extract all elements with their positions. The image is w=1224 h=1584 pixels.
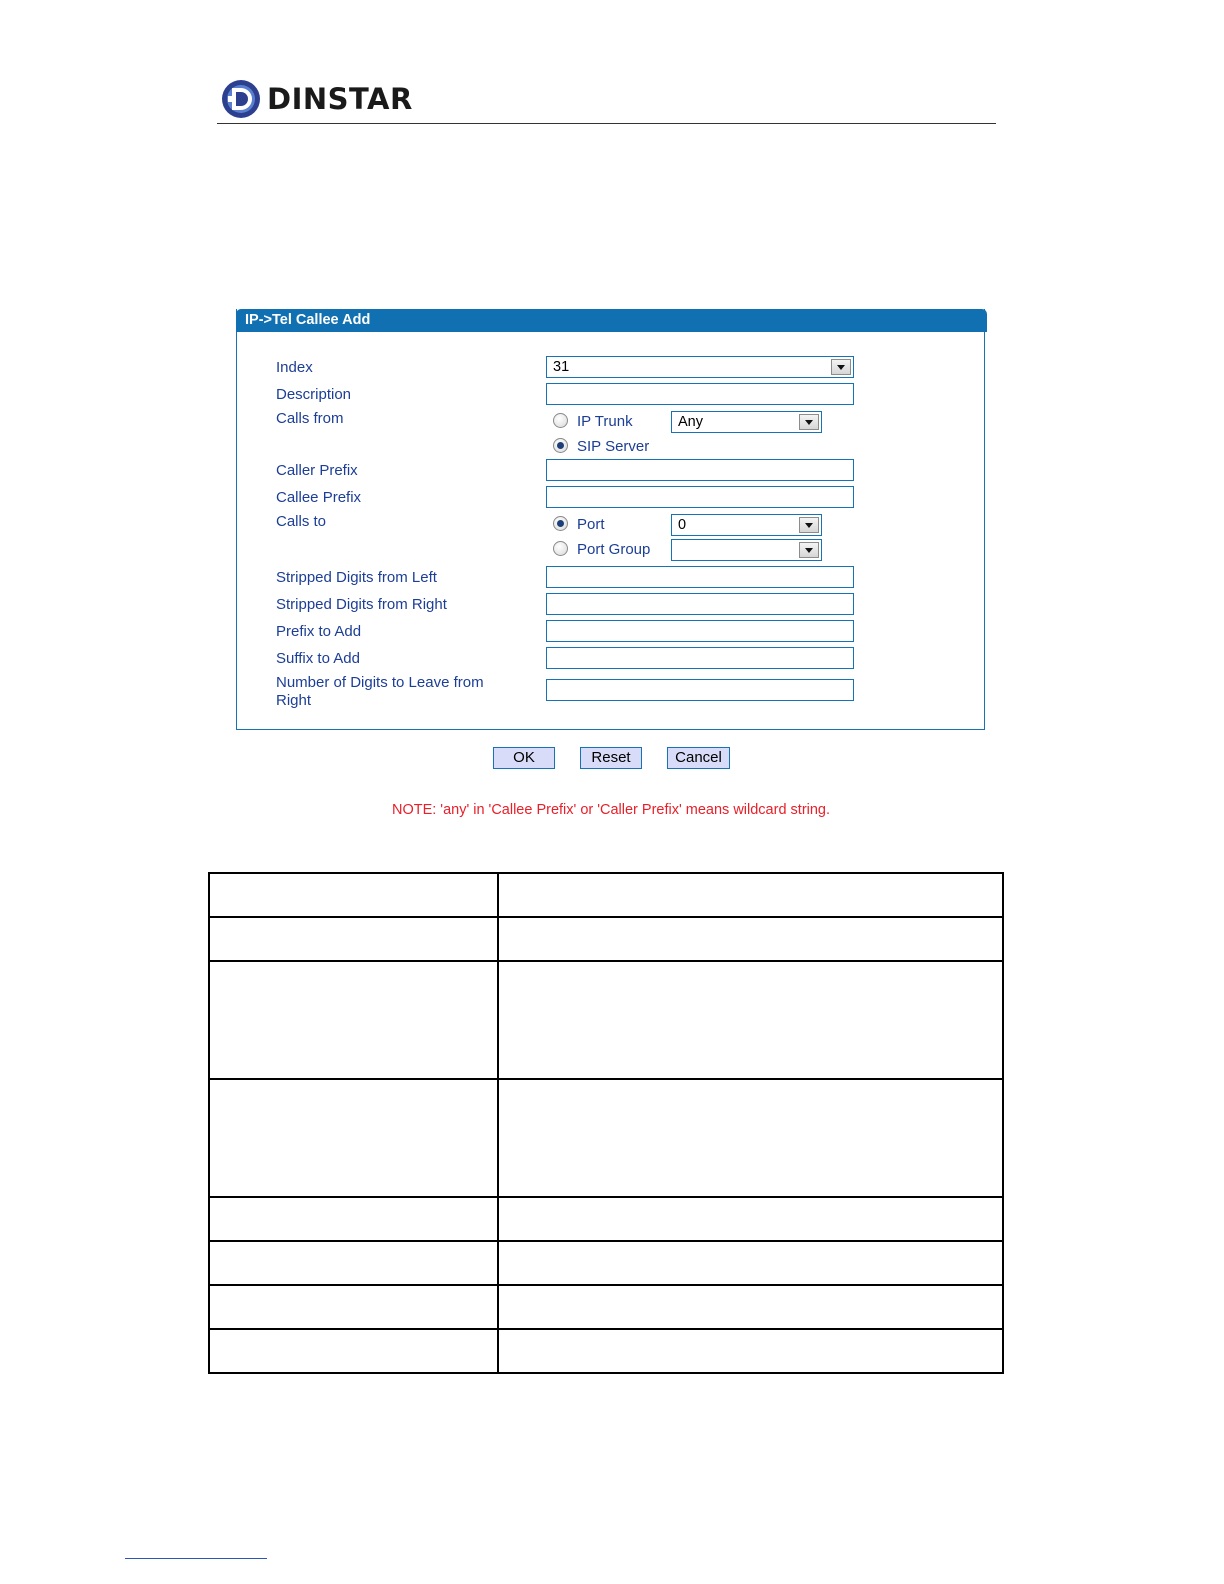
table-cell bbox=[498, 917, 1003, 961]
reset-button[interactable]: Reset bbox=[580, 747, 642, 769]
port-value: 0 bbox=[678, 517, 687, 533]
ip-tel-callee-add-panel bbox=[236, 309, 985, 730]
port-radio[interactable] bbox=[553, 516, 568, 531]
dinstar-logo bbox=[221, 78, 413, 120]
table-cell bbox=[498, 1329, 1003, 1373]
calls-to-label: Calls to bbox=[276, 513, 327, 530]
ip-trunk-value: Any bbox=[678, 414, 703, 430]
table-row bbox=[209, 1197, 1003, 1241]
port-group-label: Port Group bbox=[577, 541, 651, 558]
port-group-radio[interactable] bbox=[553, 541, 568, 556]
footer-link-underline bbox=[125, 1558, 267, 1559]
table-cell bbox=[209, 1285, 498, 1329]
parameter-table bbox=[208, 872, 1004, 1374]
table-cell bbox=[498, 873, 1003, 917]
wildcard-note: NOTE: 'any' in 'Callee Prefix' or 'Caller Prefix' means wildcard string. bbox=[391, 802, 831, 818]
index-select[interactable] bbox=[546, 356, 854, 378]
dinstar-logo-icon bbox=[221, 79, 261, 119]
port-group-select[interactable] bbox=[671, 539, 822, 561]
brand-name: DINSTAR bbox=[267, 82, 413, 116]
table-cell bbox=[209, 873, 498, 917]
description-label: Description bbox=[276, 386, 352, 403]
index-label: Index bbox=[276, 359, 313, 376]
prefix-add-label: Prefix to Add bbox=[276, 623, 362, 640]
caller-prefix-label: Caller Prefix bbox=[276, 462, 358, 479]
sip-server-label: SIP Server bbox=[577, 438, 650, 455]
suffix-add-input[interactable] bbox=[546, 647, 854, 669]
ok-button[interactable]: OK bbox=[493, 747, 555, 769]
strip-left-label: Stripped Digits from Left bbox=[276, 569, 437, 586]
table-cell bbox=[498, 1079, 1003, 1197]
port-label: Port bbox=[577, 516, 605, 533]
table-cell bbox=[498, 961, 1003, 1079]
ip-trunk-radio[interactable] bbox=[553, 413, 568, 428]
description-input[interactable] bbox=[546, 383, 854, 405]
chevron-down-icon[interactable] bbox=[831, 359, 851, 375]
table-cell bbox=[498, 1241, 1003, 1285]
index-value: 31 bbox=[553, 359, 570, 375]
caller-prefix-input[interactable] bbox=[546, 459, 854, 481]
ip-trunk-label: IP Trunk bbox=[577, 413, 633, 430]
strip-right-input[interactable] bbox=[546, 593, 854, 615]
sip-server-radio[interactable] bbox=[553, 438, 568, 453]
table-row bbox=[209, 1329, 1003, 1373]
table-row bbox=[209, 961, 1003, 1079]
strip-left-input[interactable] bbox=[546, 566, 854, 588]
leave-right-label-line2: Right bbox=[276, 692, 312, 709]
table-row bbox=[209, 873, 1003, 917]
table-cell bbox=[209, 1079, 498, 1197]
table-cell bbox=[209, 1197, 498, 1241]
table-cell bbox=[209, 961, 498, 1079]
table-cell bbox=[209, 1329, 498, 1373]
table-row bbox=[209, 917, 1003, 961]
suffix-add-label: Suffix to Add bbox=[276, 650, 360, 667]
callee-prefix-label: Callee Prefix bbox=[276, 489, 362, 506]
chevron-down-icon[interactable] bbox=[799, 517, 819, 533]
callee-prefix-input[interactable] bbox=[546, 486, 854, 508]
ip-trunk-select[interactable] bbox=[671, 411, 822, 433]
port-select[interactable] bbox=[671, 514, 822, 536]
leave-right-label-line1: Number of Digits to Leave from bbox=[276, 674, 484, 691]
strip-right-label: Stripped Digits from Right bbox=[276, 596, 447, 613]
panel-title: IP->Tel Callee Add bbox=[236, 309, 987, 332]
chevron-down-icon[interactable] bbox=[799, 414, 819, 430]
cancel-button[interactable]: Cancel bbox=[667, 747, 730, 769]
leave-right-input[interactable] bbox=[546, 679, 854, 701]
prefix-add-input[interactable] bbox=[546, 620, 854, 642]
table-row bbox=[209, 1079, 1003, 1197]
table-cell bbox=[209, 1241, 498, 1285]
table-row bbox=[209, 1285, 1003, 1329]
calls-from-label: Calls from bbox=[276, 410, 344, 427]
table-cell bbox=[209, 917, 498, 961]
chevron-down-icon[interactable] bbox=[799, 542, 819, 558]
header-divider bbox=[217, 123, 996, 124]
table-cell bbox=[498, 1197, 1003, 1241]
table-row bbox=[209, 1241, 1003, 1285]
table-cell bbox=[498, 1285, 1003, 1329]
